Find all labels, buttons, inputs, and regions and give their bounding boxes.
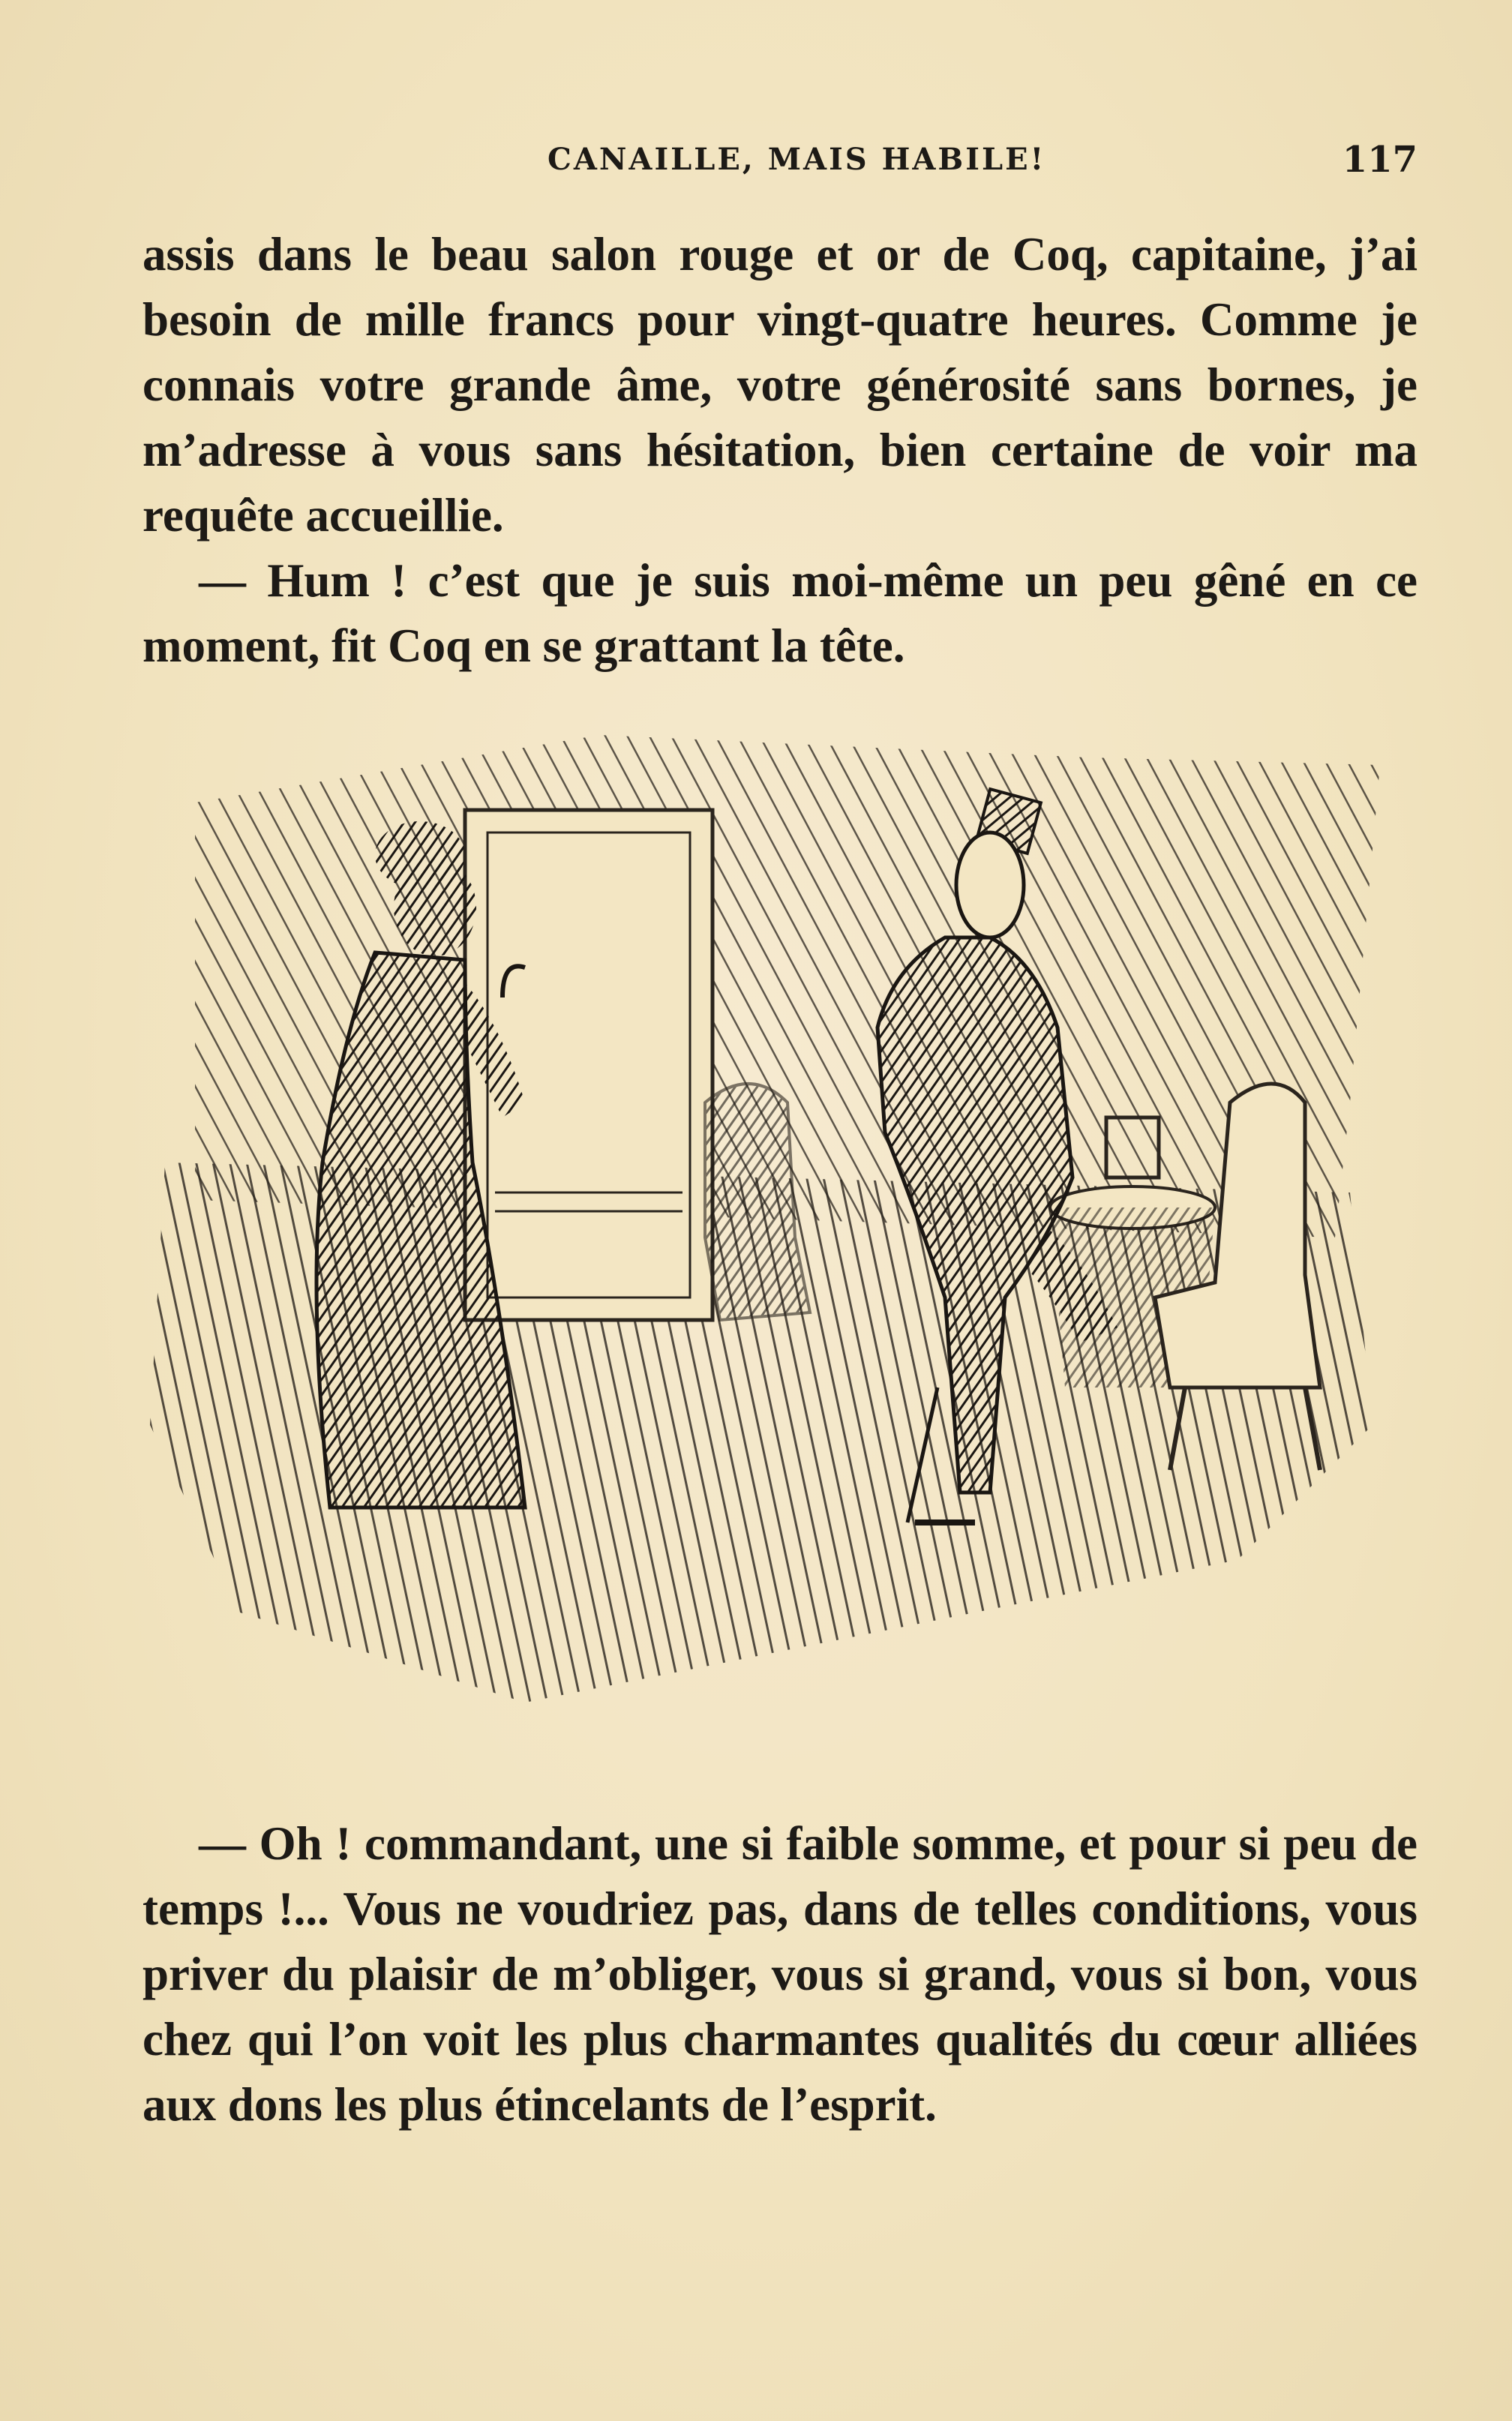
- paragraph: assis dans le beau salon rouge et or de Coq, capitaine, j’ai besoin de mille francs pour vingt-quatre heures. Comme je connais votre grande âme, votre générosité sans bornes, je m’adresse à vous sans hésitation, bien certaine de voir ma requête accueillie.: [142, 228, 1418, 542]
- running-head: [142, 134, 1418, 186]
- text-block-bottom: [142, 1811, 1418, 2138]
- engraving-icon: [150, 712, 1388, 1718]
- engraving-illustration: [150, 712, 1388, 1718]
- paragraph: — Oh ! commandant, une si faible somme, et pour si peu de temps !... Vous ne voudriez pas, dans de telles conditions, vous priver du plaisir de m’obliger, vous si grand, vous si bon, vous chez qui l’on voit les plus charmantes qualités du cœur alliées aux dons les plus étincelants de l’esprit.: [142, 1817, 1418, 2131]
- page-number: 117: [1342, 139, 1418, 181]
- running-title: CANAILLE, MAIS HABILE!: [548, 142, 1046, 177]
- text-block-top: [142, 222, 1418, 679]
- paragraph: — Hum ! c’est que je suis moi-même un peu gêné en ce moment, fit Coq en se grattant la tête.: [142, 554, 1418, 672]
